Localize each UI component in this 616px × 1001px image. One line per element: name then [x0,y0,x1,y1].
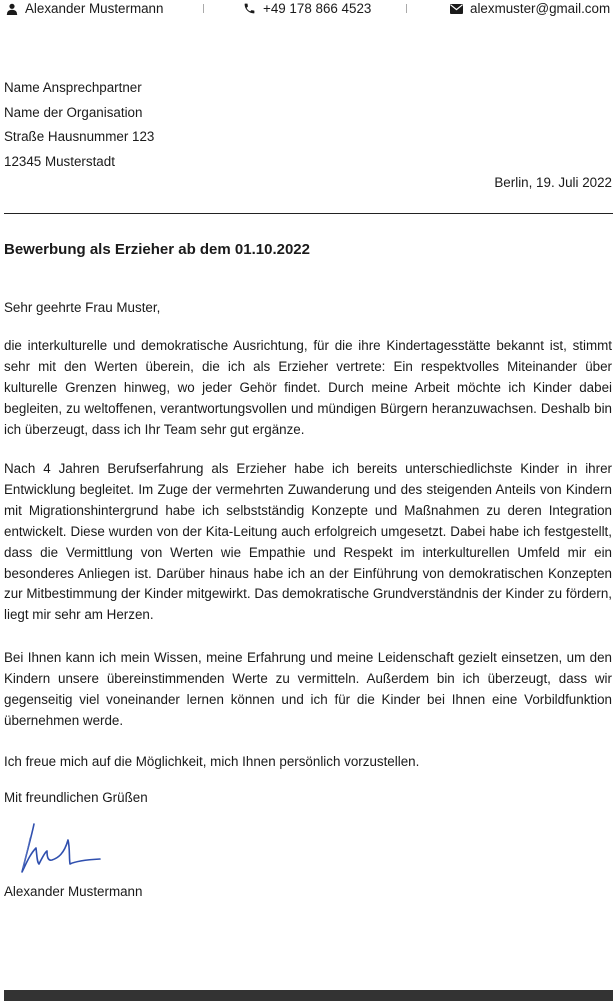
mail-icon [450,4,463,14]
contact-header [0,0,616,18]
letter-subject: Bewerbung als Erzieher ab dem 01.10.2022 [4,241,310,258]
body-paragraph: Nach 4 Jahren Berufserfahrung als Erzieher habe ich bereits unterschiedlichste Kinder in ihrer Entwicklung begleitet. Im Zuge der vermehrten Zuwanderung und des steigenden Anteils von Kindern mit Migrationshintergrund habe ich selbstständig Konzepte und Maßnahmen zu deren Integration entwickelt. Diese wurden von der Kita-Leitung auch erfolgreich umgesetzt. Dabei habe ich festgestellt, dass die Vermittlung von Werten wie Empathie und Respekt im interkulturellen Umfeld mir ein besonderes Anliegen ist. Darüber hinaus habe ich an der Einführung von demokratischen Konzepten zur Mitbestimmung der Kinder mitgewirkt. Das demokratische Grundverständnis der Kinder zu fördern, liegt mir sehr am Herzen. [4,461,612,623]
recipient-street: Straße Hausnummer 123 [4,129,155,145]
body-paragraph: Ich freue mich auf die Möglichkeit, mich Ihnen persönlich vorzustellen. [4,754,420,769]
footer-bar [4,990,613,1001]
recipient-contact: Name Ansprechpartner [4,80,142,95]
recipient-organization: Name der Organisation [4,104,143,120]
salutation: Sehr geehrte Frau Muster, [4,300,161,315]
header-divider [203,4,204,13]
recipient-city: 12345 Musterstadt [4,153,115,169]
sender-name: Alexander Mustermann [4,884,143,899]
phone-icon [243,2,256,15]
body-paragraph: die interkulturelle und demokratische Ausrichtung, für die ihre Kindertagesstätte bekannt ist, stimmt sehr mit den Werten überein, die ich als Erzieher vertrete: Ein respektvolles Miteinander über kulturelle Grenzen hinweg, wo jeder Gehör findet. Durch meine Arbeit möchte ich Kinder dabei begleiten, zu weltoffenen, verantwortungsvollen und mündigen Bürgern heranzuwachsen. Deshalb bin ich überzeugt, dass ich Ihr Team sehr gut ergänze. [4,338,612,437]
header-divider [406,4,407,13]
body-paragraph: Bei Ihnen kann ich mein Wissen, meine Erfahrung und meine Leidenschaft gezielt einsetzen, um den Kindern unsere übereinstimmenden Werte zu vermitteln. Außerdem bin ich überzeugt, dass wir gegenseitig viel voneinander lernen können und ich für die Kinder bei Ihnen eine Vorbildfunktion übernehmen werde. [4,650,612,728]
person-icon [6,3,18,15]
header-email-text: alexmuster@gmail.com [470,1,611,16]
divider-line [4,213,613,214]
recipient-address [4,76,154,174]
contact-phone[interactable] [243,1,371,16]
closing-phrase: Mit freundlichen Grüßen [4,790,148,805]
handwritten-signature [12,818,108,883]
letter-date: Berlin, 19. Juli 2022 [494,175,612,190]
header-phone-text: +49 178 866 4523 [263,1,372,16]
header-name-text: Alexander Mustermann [25,1,164,16]
contact-email[interactable] [450,1,610,16]
contact-name [6,1,163,16]
